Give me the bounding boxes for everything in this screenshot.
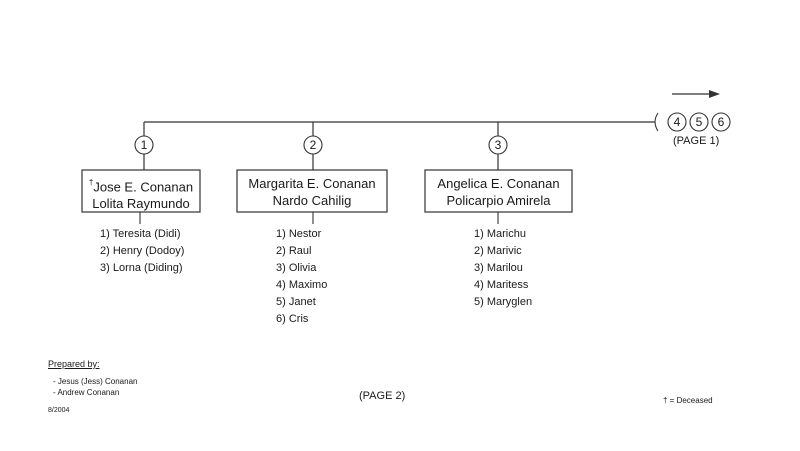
continuation-page-ref: (PAGE 1) — [673, 135, 720, 147]
children-list-2 — [276, 226, 327, 328]
number-label-1: 1 — [140, 138, 148, 152]
list-item: 1) Marichu — [474, 228, 526, 240]
list-item: 3) Olivia — [276, 262, 317, 274]
list-item: 4) Maximo — [276, 279, 328, 291]
couple-1-spouse2: Lolita Raymundo — [92, 196, 190, 212]
couple-3 — [425, 175, 572, 209]
children-list-3 — [474, 226, 532, 311]
deceased-legend: † = Deceased — [663, 396, 713, 405]
list-item: 4) Maritess — [474, 279, 529, 291]
children-list-1 — [100, 226, 184, 277]
list-item: 1) Teresita (Didi) — [100, 228, 181, 240]
list-item: 1) Nestor — [276, 228, 322, 240]
couple-3-spouse2: Policarpio Amirela — [446, 193, 551, 208]
date-label: 8/2004 — [48, 407, 70, 414]
list-item: 2) Henry (Dodoy) — [100, 245, 185, 257]
list-item: 5) Janet — [276, 296, 316, 308]
list-item: 5) Maryglen — [474, 296, 533, 308]
couple-2-spouse2: Nardo Cahilig — [272, 193, 352, 208]
couple-1 — [82, 175, 200, 212]
number-label-4: 4 — [673, 115, 681, 129]
page-label: (PAGE 2) — [359, 390, 406, 402]
number-label-2: 2 — [309, 138, 317, 152]
preparer-2: - Andrew Conanan — [53, 388, 120, 397]
arrow-head-icon — [709, 90, 720, 98]
list-item: 6) Cris — [276, 313, 309, 325]
prepared-by-label: Prepared by: — [48, 359, 100, 369]
preparer-1: - Jesus (Jess) Conanan — [53, 377, 138, 386]
couple-2 — [237, 175, 387, 209]
deceased-mark: † — [88, 178, 94, 187]
couple-1-spouse1: Jose E. Conanan — [93, 179, 194, 195]
number-label-3: 3 — [494, 138, 502, 152]
continuation-break — [655, 113, 658, 131]
list-item: 2) Marivic — [474, 245, 522, 257]
couple-2-spouse1: Margarita E. Conanan — [248, 176, 376, 191]
couple-3-spouse1: Angelica E. Conanan — [437, 176, 560, 191]
list-item: 2) Raul — [276, 245, 312, 257]
list-item: 3) Marilou — [474, 262, 523, 274]
number-label-6: 6 — [717, 115, 725, 129]
number-label-5: 5 — [695, 115, 703, 129]
list-item: 3) Lorna (Diding) — [100, 262, 183, 274]
